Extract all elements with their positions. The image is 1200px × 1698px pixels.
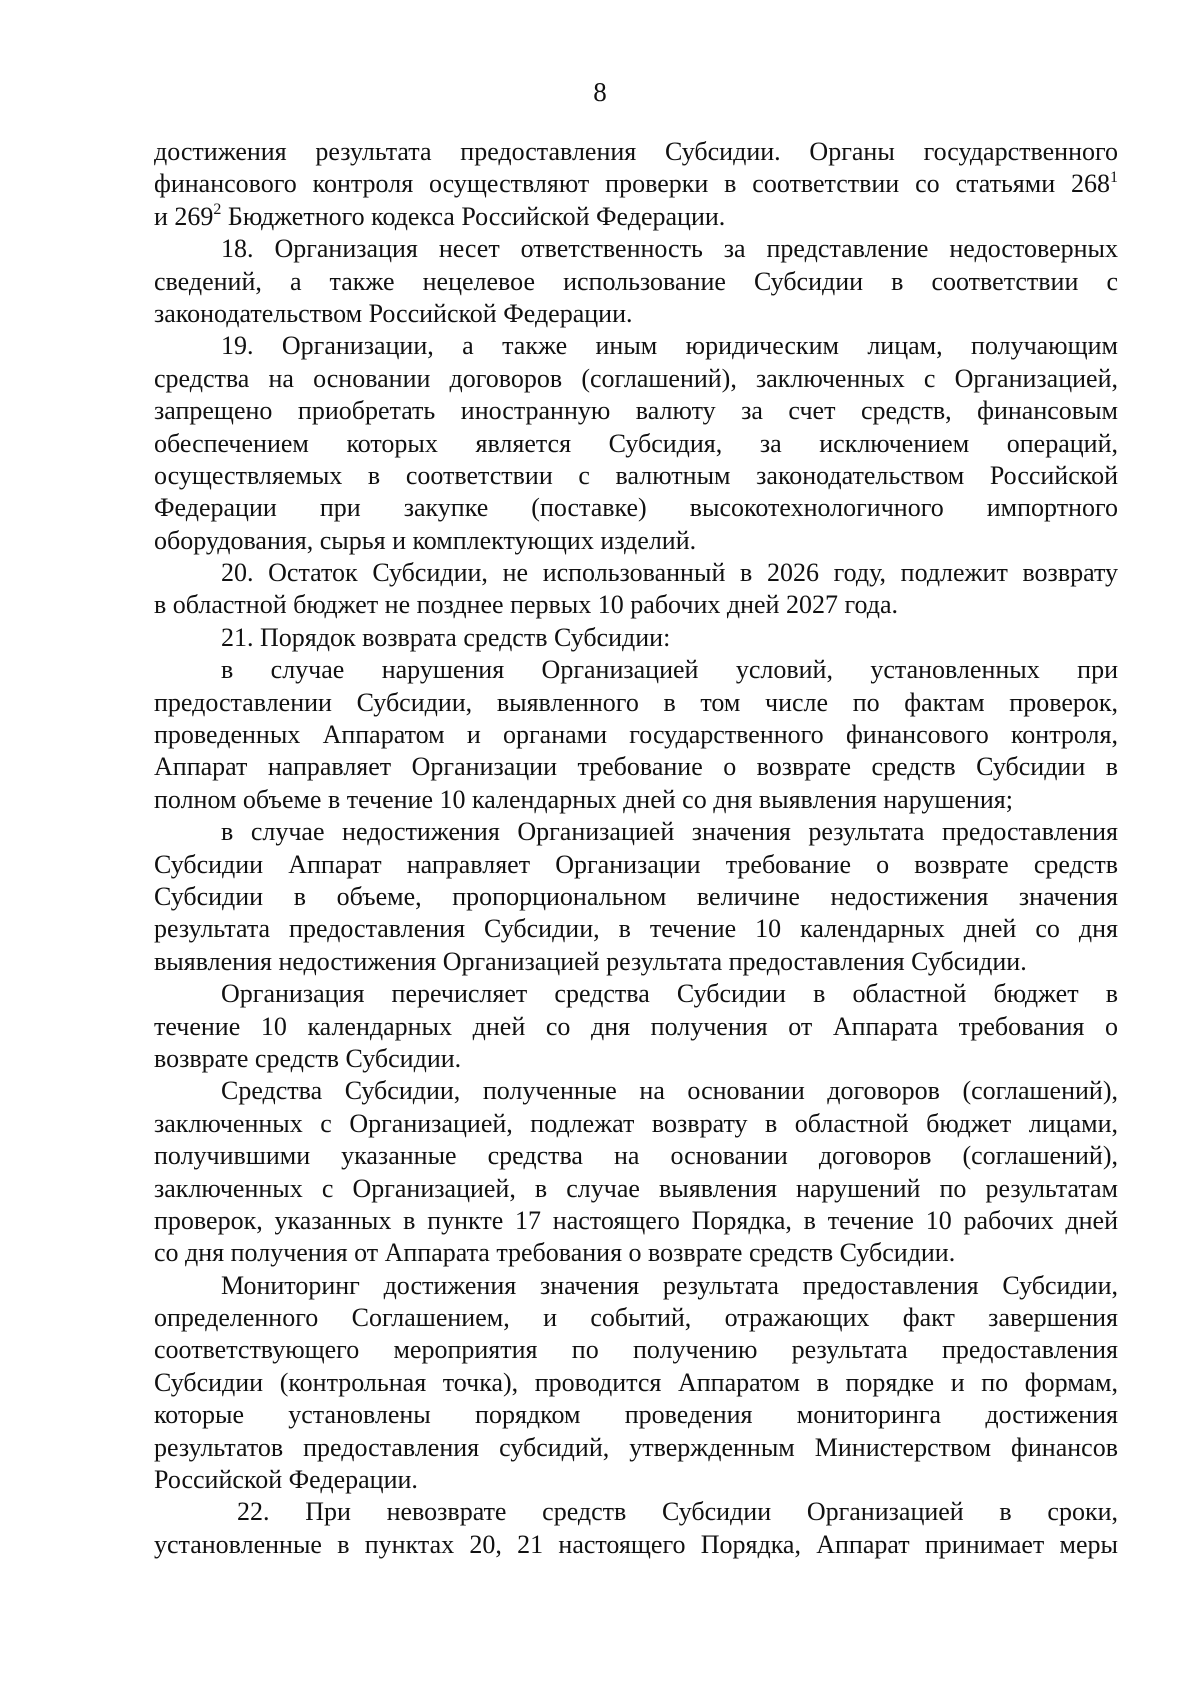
text-line: заключенных с Организацией, в случае выявления нарушений по результатам [154, 1173, 1118, 1203]
text-line: запрещено приобретать иностранную валюту за счет средств, финансовым [154, 396, 1118, 426]
text-line: Субсидии Аппарат направляет Организации требование о возврате средств [154, 849, 1118, 879]
text-line: Федерации при закупке (поставке) высокотехнологичного импортного [154, 493, 1118, 523]
text-line: получившими указанные средства на основании договоров (соглашений), [154, 1141, 1118, 1171]
text-line: 21. Порядок возврата средств Субсидии: [221, 622, 671, 652]
text-line: определенного Соглашением, и событий, отражающих факт завершения [154, 1303, 1118, 1333]
text-line: Субсидии в объеме, пропорциональном величине недостижения значения [154, 881, 1118, 911]
document-body [154, 136, 1118, 1561]
text-line: Средства Субсидии, полученные на основании договоров (соглашений), [221, 1076, 1118, 1106]
text-line: 18. Организация несет ответственность за представление недостоверных [221, 234, 1118, 264]
text-line: проверок, указанных в пункте 17 настоящего Порядка, в течение 10 рабочих дней [154, 1205, 1118, 1235]
text-line: и $269^2$ Бюджетного кодекса Российской Федерации. [154, 201, 726, 231]
text-line: 19. Организации, а также иным юридическим лицам, получающим [221, 331, 1118, 361]
text-line: соответствующего мероприятия по получению результата предоставления [154, 1335, 1118, 1365]
text-line: законодательством Российской Федерации. [154, 298, 633, 328]
page-number: 8 [593, 77, 607, 107]
text-line: предоставлении Субсидии, выявленного в том числе по фактам проверок, [154, 687, 1118, 717]
text-line: средства на основании договоров (соглашений), заключенных с Организацией, [154, 363, 1118, 393]
text-line: которые установлены порядком проведения мониторинга достижения [154, 1400, 1118, 1430]
text-line: оборудования, сырья и комплектующих изделий. [154, 525, 697, 555]
text-line: полном объеме в течение 10 календарных дней со дня выявления нарушения; [154, 784, 1013, 814]
text-line: проведенных Аппаратом и органами государственного финансового контроля, [154, 720, 1118, 750]
text-line: Мониторинг достижения значения результата предоставления Субсидии, [221, 1270, 1118, 1300]
text-line: в случае недостижения Организацией значения результата предоставления [221, 817, 1118, 847]
text-line: установленные в пунктах 20, 21 настоящего Порядка, Аппарат принимает меры [154, 1529, 1118, 1559]
text-line: финансового контроля осуществляют проверки в соответствии со статьями $268^1$ [154, 168, 1118, 199]
text-line: со дня получения от Аппарата требования о возврате средств Субсидии. [154, 1238, 956, 1268]
text-line: заключенных с Организацией, подлежат возврату в областной бюджет лицами, [154, 1108, 1118, 1138]
text-line: в областной бюджет не позднее первых 10 рабочих дней 2027 года. [154, 590, 898, 620]
text-line: Организация перечисляет средства Субсидии в областной бюджет в [221, 979, 1118, 1009]
text-line: обеспечением которых является Субсидия, за исключением операций, [154, 428, 1118, 458]
text-line: 20. Остаток Субсидии, не использованный в 2026 году, подлежит возврату [221, 558, 1118, 588]
text-line: выявления недостижения Организацией результата предоставления Субсидии. [154, 946, 1027, 976]
text-line: сведений, а также нецелевое использование Субсидии в соответствии с [154, 266, 1118, 296]
text-line: возврате средств Субсидии. [154, 1043, 462, 1073]
text-line: Аппарат направляет Организации требование о возврате средств Субсидии в [154, 752, 1118, 782]
text-line: результатов предоставления субсидий, утвержденным Министерством финансов [154, 1432, 1118, 1462]
text-line: Субсидии (контрольная точка), проводится Аппаратом в порядке и по формам, [154, 1367, 1118, 1397]
text-line: осуществляемых в соответствии с валютным законодательством Российской [154, 460, 1118, 490]
text-line: Российской Федерации. [154, 1465, 418, 1495]
text-line: в случае нарушения Организацией условий, установленных при [221, 655, 1118, 685]
text-line: результата предоставления Субсидии, в течение 10 календарных дней со дня [154, 914, 1118, 944]
text-line: 22. При невозврате средств Субсидии Организацией в сроки, [237, 1497, 1118, 1527]
text-line: достижения результата предоставления Субсидии. Органы государственного [154, 137, 1118, 166]
text-line: течение 10 календарных дней со дня получения от Аппарата требования о [154, 1011, 1118, 1041]
